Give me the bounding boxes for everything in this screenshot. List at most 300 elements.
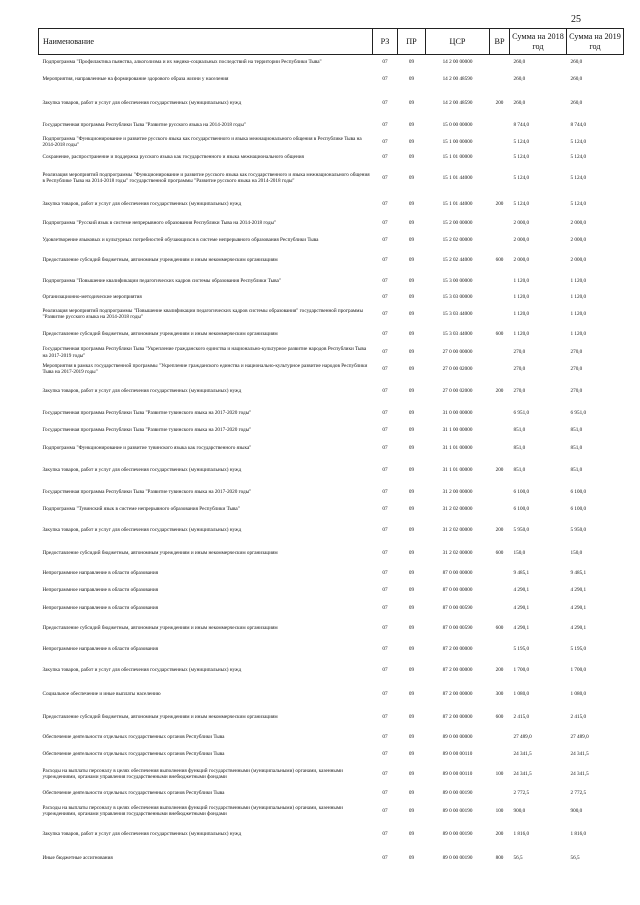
cell-name: Закупка товаров, работ и услуг для обеспечения государственных (муниципальных) нужд <box>42 99 242 106</box>
cell-name: Закупка товаров, работ и услуг для обеспечения государственных (муниципальных) нужд <box>42 387 242 394</box>
cell-sum2018: 1 120,0 <box>513 294 530 301</box>
cell-pr: 09 <box>408 220 415 227</box>
table-row <box>39 69 624 91</box>
cell-sum2019: 851,0 <box>570 427 583 434</box>
cell-vr <box>490 502 510 518</box>
cell-csr: 89 0 00 00190 <box>442 789 473 796</box>
cell-vr <box>490 583 510 599</box>
cell-pr: 09 <box>408 488 415 495</box>
cell-pr: 09 <box>408 666 415 673</box>
budget-table <box>38 28 624 871</box>
cell-pr: 09 <box>408 830 415 837</box>
cell-pr: 09 <box>408 549 415 556</box>
cell-name: Организационно-методические мероприятия <box>42 294 142 301</box>
cell-rz: 07 <box>382 174 388 181</box>
table-row <box>39 291 624 305</box>
cell-csr: 87 2 00 00000 <box>442 714 473 721</box>
cell-name: Закупка товаров, работ и услуг для обеспечения государственных (муниципальных) нужд <box>42 200 242 207</box>
cell-csr: 87 2 00 00000 <box>442 666 473 673</box>
cell-vr <box>490 564 510 583</box>
cell-sum2019: 8 744,0 <box>570 121 587 128</box>
cell-csr: 15 1 01 44000 <box>442 200 473 207</box>
cell-csr: 31 1 01 00000 <box>442 444 473 451</box>
cell-vr: 200 <box>495 666 504 673</box>
cell-vr <box>490 404 510 423</box>
table-row <box>39 91 624 116</box>
cell-vr <box>490 165 510 192</box>
cell-sum2018: 27 489,0 <box>513 734 532 741</box>
cell-sum2018: 4 290,1 <box>513 587 530 594</box>
cell-csr: 15 3 03 00000 <box>442 294 473 301</box>
cell-sum2019: 27 489,0 <box>570 734 589 741</box>
cell-name: Предоставление субсидий бюджетным, автономным учреждениям и иным некоммерческим организациям <box>42 257 278 264</box>
cell-sum2019: 260,0 <box>570 99 583 106</box>
cell-sum2018: 150,0 <box>513 549 526 556</box>
cell-pr: 09 <box>408 506 415 513</box>
cell-sum2018: 270,0 <box>513 365 526 372</box>
table-row <box>39 135 624 150</box>
table-row <box>39 729 624 747</box>
cell-pr: 09 <box>408 121 415 128</box>
cell-name: Предоставление субсидий бюджетным, автономным учреждениям и иным некоммерческим организациям <box>42 549 278 556</box>
cell-pr: 09 <box>408 734 415 741</box>
cell-sum2019: 260,0 <box>570 76 583 83</box>
cell-sum2018: 6 100,0 <box>513 506 530 513</box>
cell-sum2018: 1 120,0 <box>513 277 530 284</box>
cell-sum2019: 5 195,0 <box>570 645 587 652</box>
cell-sum2018: 270,0 <box>513 349 526 356</box>
cell-csr: 27 0 00 00000 <box>442 349 473 356</box>
cell-csr: 15 1 01 44000 <box>442 174 473 181</box>
table-row <box>39 55 624 69</box>
cell-pr: 09 <box>408 58 415 65</box>
cell-rz: 07 <box>382 807 388 814</box>
cell-vr: 600 <box>495 549 504 556</box>
cell-pr: 09 <box>408 138 415 145</box>
cell-name: Мероприятия в рамках государственной программы "Укрепление гражданского единства и национально-культурное развитие народов Республики Тыва на 2017-2019 годы" <box>42 362 368 375</box>
cell-name: Реализация мероприятий подпрограммы "Повышение квалификации педагогических кадров системы образования" государственной программы "Развитие русского языка на 2014-2018 годы" <box>42 307 363 320</box>
cell-csr: 31 2 02 00000 <box>442 526 473 533</box>
table-row <box>39 786 624 801</box>
cell-vr: 600 <box>495 625 504 632</box>
cell-pr: 09 <box>408 526 415 533</box>
cell-vr <box>490 291 510 305</box>
cell-sum2019: 1 120,0 <box>570 310 587 317</box>
cell-csr: 31 2 00 00000 <box>442 488 473 495</box>
cell-vr <box>490 439 510 458</box>
cell-rz: 07 <box>382 751 388 758</box>
cell-sum2019: 2 000,0 <box>570 257 587 264</box>
cell-name: Сохранение, распространение и поддержка русского языка как государственного и языка межнационального общения <box>42 153 304 160</box>
cell-csr: 15 0 00 00000 <box>442 121 473 128</box>
cell-sum2019: 2 000,0 <box>570 220 587 227</box>
cell-csr: 14 2 00 48590 <box>442 99 473 106</box>
table-row <box>39 682 624 707</box>
cell-name: Закупка товаров, работ и услуг для обеспечения государственных (муниципальных) нужд <box>42 830 242 837</box>
cell-sum2018: 1 120,0 <box>513 331 530 338</box>
cell-name: Предоставление субсидий бюджетным, автономным учреждениям и иным некоммерческим организациям <box>42 714 278 721</box>
cell-name: Мероприятия, направленные на формирование здорового образа жизни у населения <box>42 76 229 83</box>
cell-sum2018: 260,0 <box>513 99 526 106</box>
cell-csr: 87 0 00 00590 <box>442 604 473 611</box>
cell-name: Закупка товаров, работ и услуг для обеспечения государственных (муниципальных) нужд <box>42 466 242 473</box>
cell-csr: 87 0 00 00590 <box>442 625 473 632</box>
cell-sum2019: 4 290,1 <box>570 625 587 632</box>
cell-vr <box>490 786 510 801</box>
cell-sum2018: 4 290,1 <box>513 625 530 632</box>
cell-csr: 14 2 00 48590 <box>442 76 473 83</box>
col-name-header: Наименование <box>39 29 373 55</box>
cell-name: Социальное обеспечение и иные выплаты населению <box>42 690 161 697</box>
cell-sum2018: 24 341,5 <box>513 751 532 758</box>
cell-csr: 31 0 00 00000 <box>442 409 473 416</box>
cell-rz: 07 <box>382 220 388 227</box>
cell-vr <box>490 231 510 250</box>
cell-pr: 09 <box>408 174 415 181</box>
cell-rz: 07 <box>382 466 388 473</box>
cell-pr: 09 <box>408 444 415 451</box>
cell-name: Подпрограмма "Повышение квалификации педагогических кадров системы образования Республики Тыва" <box>42 277 281 284</box>
cell-csr: 31 1 01 00000 <box>442 466 473 473</box>
cell-pr: 09 <box>408 587 415 594</box>
table-body <box>39 55 624 871</box>
cell-sum2019: 260,0 <box>570 58 583 65</box>
col-sum2018-header: Сумма на 2018 год <box>510 29 567 55</box>
cell-sum2018: 5 124,0 <box>513 138 530 145</box>
cell-vr <box>490 217 510 231</box>
cell-sum2018: 2 000,0 <box>513 257 530 264</box>
cell-sum2018: 4 290,1 <box>513 604 530 611</box>
cell-sum2018: 270,0 <box>513 387 526 394</box>
cell-vr: 600 <box>495 331 504 338</box>
cell-csr: 15 2 00 00000 <box>442 220 473 227</box>
table-row <box>39 763 624 786</box>
cell-vr: 800 <box>495 855 504 862</box>
table-row <box>39 250 624 272</box>
cell-sum2019: 24 341,5 <box>570 770 589 777</box>
table-row <box>39 231 624 250</box>
cell-pr: 09 <box>408 770 415 777</box>
cell-sum2019: 1 120,0 <box>570 277 587 284</box>
cell-pr: 09 <box>408 257 415 264</box>
cell-name: Подпрограмма "Профилактика пьянства, алкоголизма и их медико-социальных последствий на территории Республики Тыва" <box>42 58 322 65</box>
cell-rz: 07 <box>382 645 388 652</box>
cell-sum2018: 5 124,0 <box>513 174 530 181</box>
cell-sum2019: 4 290,1 <box>570 604 587 611</box>
cell-csr: 87 2 00 00000 <box>442 690 473 697</box>
cell-sum2019: 1 120,0 <box>570 294 587 301</box>
cell-pr: 09 <box>408 807 415 814</box>
cell-rz: 07 <box>382 331 388 338</box>
cell-sum2018: 1 816,0 <box>513 830 530 837</box>
cell-vr: 200 <box>495 200 504 207</box>
cell-sum2018: 6 100,0 <box>513 488 530 495</box>
cell-sum2018: 851,0 <box>513 466 526 473</box>
cell-sum2018: 2 415,0 <box>513 714 530 721</box>
cell-rz: 07 <box>382 310 388 317</box>
cell-vr <box>490 272 510 291</box>
cell-rz: 07 <box>382 789 388 796</box>
cell-sum2019: 5 950,0 <box>570 526 587 533</box>
cell-rz: 07 <box>382 58 388 65</box>
cell-pr: 09 <box>408 200 415 207</box>
cell-sum2019: 6 100,0 <box>570 488 587 495</box>
cell-csr: 89 0 00 00000 <box>442 734 473 741</box>
cell-name: Подпрограмма "Функционирование и развитие тувинского языка как государственного языка" <box>42 444 252 451</box>
col-sum2019-header: Сумма на 2019 год <box>567 29 624 55</box>
cell-sum2018: 24 341,5 <box>513 770 532 777</box>
cell-csr: 14 2 00 00000 <box>442 58 473 65</box>
table-row <box>39 458 624 483</box>
table-row <box>39 423 624 439</box>
cell-rz: 07 <box>382 387 388 394</box>
table-header <box>39 29 624 55</box>
cell-sum2018: 5 124,0 <box>513 153 530 160</box>
cell-vr <box>490 747 510 763</box>
cell-vr: 200 <box>495 526 504 533</box>
table-row <box>39 801 624 822</box>
cell-vr <box>490 599 510 618</box>
cell-sum2018: 6 951,0 <box>513 409 530 416</box>
cell-pr: 09 <box>408 645 415 652</box>
cell-pr: 09 <box>408 409 415 416</box>
cell-csr: 89 0 00 00110 <box>442 751 473 758</box>
cell-rz: 07 <box>382 506 388 513</box>
cell-csr: 15 2 02 44000 <box>442 257 473 264</box>
cell-name: Обеспечение деятельности отдельных государственных органов Республики Тыва <box>42 751 225 758</box>
cell-rz: 07 <box>382 625 388 632</box>
cell-sum2019: 270,0 <box>570 349 583 356</box>
cell-sum2019: 24 341,5 <box>570 751 589 758</box>
cell-sum2018: 9 485,1 <box>513 569 530 576</box>
cell-vr: 100 <box>495 807 504 814</box>
cell-rz: 07 <box>382 526 388 533</box>
cell-rz: 07 <box>382 690 388 697</box>
cell-name: Государственная программа Республики Тыва "Развитие тувинского языка на 2017-2020 годы" <box>42 488 252 495</box>
cell-name: Государственная программа Республики Тыва "Развитие тувинского языка на 2017-2020 годы" <box>42 409 252 416</box>
cell-vr: 200 <box>495 387 504 394</box>
cell-sum2019: 1 816,0 <box>570 830 587 837</box>
table-row <box>39 150 624 165</box>
cell-csr: 15 1 01 00000 <box>442 153 473 160</box>
table-row <box>39 518 624 543</box>
cell-sum2019: 150,0 <box>570 549 583 556</box>
cell-name: Предоставление субсидий бюджетным, автономным учреждениям и иным некоммерческим организациям <box>42 331 278 338</box>
cell-sum2018: 2 000,0 <box>513 236 530 243</box>
cell-name: Обеспечение деятельности отдельных государственных органов Республики Тыва <box>42 734 225 741</box>
cell-name: Расходы на выплаты персоналу в целях обеспечения выполнения функций государственными (муниципальными) органами, казенными учреждениями, органами управления государственными внебюджетными фондами <box>42 804 343 817</box>
cell-name: Непрограммное направление в области образования <box>42 604 158 611</box>
table-row <box>39 543 624 564</box>
table-row <box>39 165 624 192</box>
cell-vr <box>490 346 510 360</box>
cell-sum2019: 56,5 <box>570 855 580 862</box>
cell-rz: 07 <box>382 138 388 145</box>
table-row <box>39 847 624 871</box>
cell-vr: 100 <box>495 770 504 777</box>
cell-csr: 27 0 00 02000 <box>442 387 473 394</box>
table-row <box>39 564 624 583</box>
cell-pr: 09 <box>408 294 415 301</box>
cell-rz: 07 <box>382 830 388 837</box>
cell-pr: 09 <box>408 153 415 160</box>
cell-sum2018: 1 700,0 <box>513 666 530 673</box>
table-row <box>39 379 624 404</box>
cell-csr: 31 2 02 00000 <box>442 549 473 556</box>
cell-vr <box>490 360 510 379</box>
table-row <box>39 618 624 640</box>
cell-sum2019: 1 120,0 <box>570 331 587 338</box>
table-row <box>39 305 624 324</box>
cell-pr: 09 <box>408 365 415 372</box>
table-row <box>39 360 624 379</box>
cell-vr: 200 <box>495 466 504 473</box>
cell-sum2019: 2 415,0 <box>570 714 587 721</box>
cell-csr: 27 0 00 02000 <box>442 365 473 372</box>
table-row <box>39 599 624 618</box>
cell-pr: 09 <box>408 236 415 243</box>
cell-sum2018: 1 120,0 <box>513 310 530 317</box>
cell-csr: 31 2 02 00000 <box>442 506 473 513</box>
cell-name: Государственная программа Республики Тыва "Развитие русского языка на 2014-2018 годы" <box>42 121 246 128</box>
cell-sum2019: 5 124,0 <box>570 174 587 181</box>
col-rz-header: РЗ <box>373 29 398 55</box>
cell-pr: 09 <box>408 855 415 862</box>
cell-sum2018: 5 124,0 <box>513 200 530 207</box>
cell-sum2018: 2 000,0 <box>513 220 530 227</box>
cell-sum2019: 2 000,0 <box>570 236 587 243</box>
cell-sum2018: 851,0 <box>513 427 526 434</box>
cell-rz: 07 <box>382 770 388 777</box>
table-row <box>39 583 624 599</box>
cell-pr: 09 <box>408 349 415 356</box>
cell-csr: 15 2 02 00000 <box>442 236 473 243</box>
cell-vr <box>490 640 510 659</box>
cell-vr: 200 <box>495 830 504 837</box>
cell-sum2019: 9 485,1 <box>570 569 587 576</box>
cell-sum2019: 5 124,0 <box>570 200 587 207</box>
cell-vr <box>490 69 510 91</box>
cell-sum2019: 851,0 <box>570 466 583 473</box>
cell-csr: 87 2 00 00000 <box>442 645 473 652</box>
cell-rz: 07 <box>382 153 388 160</box>
cell-rz: 07 <box>382 257 388 264</box>
cell-rz: 07 <box>382 444 388 451</box>
page-number: 25 <box>571 14 581 25</box>
cell-name: Подпрограмма "Тувинский язык в системе непрерывного образования Республики Тыва" <box>42 506 240 513</box>
cell-rz: 07 <box>382 604 388 611</box>
cell-name: Подпрограмма "Русский язык в системе непрерывного образования Республики Тыва на 2014-2018 годы" <box>42 220 277 227</box>
cell-rz: 07 <box>382 277 388 284</box>
cell-sum2018: 851,0 <box>513 444 526 451</box>
cell-name: Государственная программа Республики Тыва "Развитие тувинского языка на 2017-2020 годы" <box>42 427 252 434</box>
cell-rz: 07 <box>382 409 388 416</box>
cell-rz: 07 <box>382 294 388 301</box>
cell-sum2019: 2 772,5 <box>570 789 587 796</box>
cell-sum2018: 5 195,0 <box>513 645 530 652</box>
cell-pr: 09 <box>408 331 415 338</box>
cell-pr: 09 <box>408 76 415 83</box>
table-row <box>39 439 624 458</box>
cell-name: Предоставление субсидий бюджетным, автономным учреждениям и иным некоммерческим организациям <box>42 625 278 632</box>
cell-name: Подпрограмма "Функционирование и развитие русского языка как государственного и языка межнационального общения в Республике Тыва на 2014-2018 годы" <box>42 135 362 148</box>
cell-csr: 15 1 00 00000 <box>442 138 473 145</box>
col-vr-header: ВР <box>490 29 510 55</box>
cell-vr <box>490 423 510 439</box>
cell-rz: 07 <box>382 121 388 128</box>
cell-sum2018: 2 772,5 <box>513 789 530 796</box>
cell-vr <box>490 483 510 502</box>
table-row <box>39 483 624 502</box>
cell-vr: 300 <box>495 690 504 697</box>
table-row <box>39 404 624 423</box>
table-row <box>39 640 624 659</box>
cell-pr: 09 <box>408 569 415 576</box>
cell-rz: 07 <box>382 549 388 556</box>
cell-pr: 09 <box>408 387 415 394</box>
cell-sum2019: 1 080,0 <box>570 690 587 697</box>
cell-sum2019: 900,0 <box>570 807 583 814</box>
table-row <box>39 324 624 346</box>
cell-csr: 89 0 00 00190 <box>442 855 473 862</box>
table-row <box>39 116 624 135</box>
cell-name: Удовлетворение языковых и культурных потребностей обучающихся в системе непрерывного образования Республики Тыва <box>42 236 319 243</box>
cell-name: Расходы на выплаты персоналу в целях обеспечения выполнения функций государственными (муниципальными) органами, казенными учреждениями, органами управления государственными внебюджетными фондами <box>42 767 343 780</box>
cell-pr: 09 <box>408 789 415 796</box>
cell-rz: 07 <box>382 714 388 721</box>
cell-sum2018: 260,0 <box>513 58 526 65</box>
cell-name: Непрограммное направление в области образования <box>42 569 158 576</box>
cell-sum2019: 5 124,0 <box>570 138 587 145</box>
cell-name: Непрограммное направление в области образования <box>42 645 158 652</box>
cell-sum2018: 900,0 <box>513 807 526 814</box>
cell-name: Закупка товаров, работ и услуг для обеспечения государственных (муниципальных) нужд <box>42 526 242 533</box>
table-row <box>39 217 624 231</box>
cell-rz: 07 <box>382 99 388 106</box>
cell-rz: 07 <box>382 666 388 673</box>
cell-sum2019: 851,0 <box>570 444 583 451</box>
cell-sum2019: 270,0 <box>570 365 583 372</box>
cell-vr <box>490 150 510 165</box>
cell-pr: 09 <box>408 277 415 284</box>
table-row <box>39 192 624 217</box>
cell-name: Государственная программа Республики Тыва "Укрепление гражданского единства и национально-культурное развитие народов Республики Тыва на 2017-2019 годы" <box>42 346 367 359</box>
cell-rz: 07 <box>382 488 388 495</box>
table-row <box>39 272 624 291</box>
cell-sum2018: 8 744,0 <box>513 121 530 128</box>
cell-sum2019: 270,0 <box>570 387 583 394</box>
cell-rz: 07 <box>382 734 388 741</box>
cell-name: Реализация мероприятий подпрограммы "Функционирование и развитие русского языка как государственного и языка межнационального общения в Республике Тыва на 2014-2018 годы" государственной программы "Развитие русского языка на 2014-2018 годы" <box>42 171 370 184</box>
cell-pr: 09 <box>408 604 415 611</box>
cell-csr: 89 0 00 00190 <box>442 830 473 837</box>
cell-rz: 07 <box>382 569 388 576</box>
cell-vr <box>490 55 510 69</box>
cell-vr <box>490 729 510 747</box>
cell-sum2018: 56,5 <box>513 855 523 862</box>
table-row <box>39 707 624 729</box>
cell-pr: 09 <box>408 99 415 106</box>
cell-pr: 09 <box>408 714 415 721</box>
cell-pr: 09 <box>408 466 415 473</box>
cell-pr: 09 <box>408 427 415 434</box>
cell-vr <box>490 116 510 135</box>
cell-vr: 600 <box>495 257 504 264</box>
cell-rz: 07 <box>382 855 388 862</box>
cell-name: Иные бюджетные ассигнования <box>42 855 113 862</box>
table-row <box>39 659 624 682</box>
cell-pr: 09 <box>408 310 415 317</box>
